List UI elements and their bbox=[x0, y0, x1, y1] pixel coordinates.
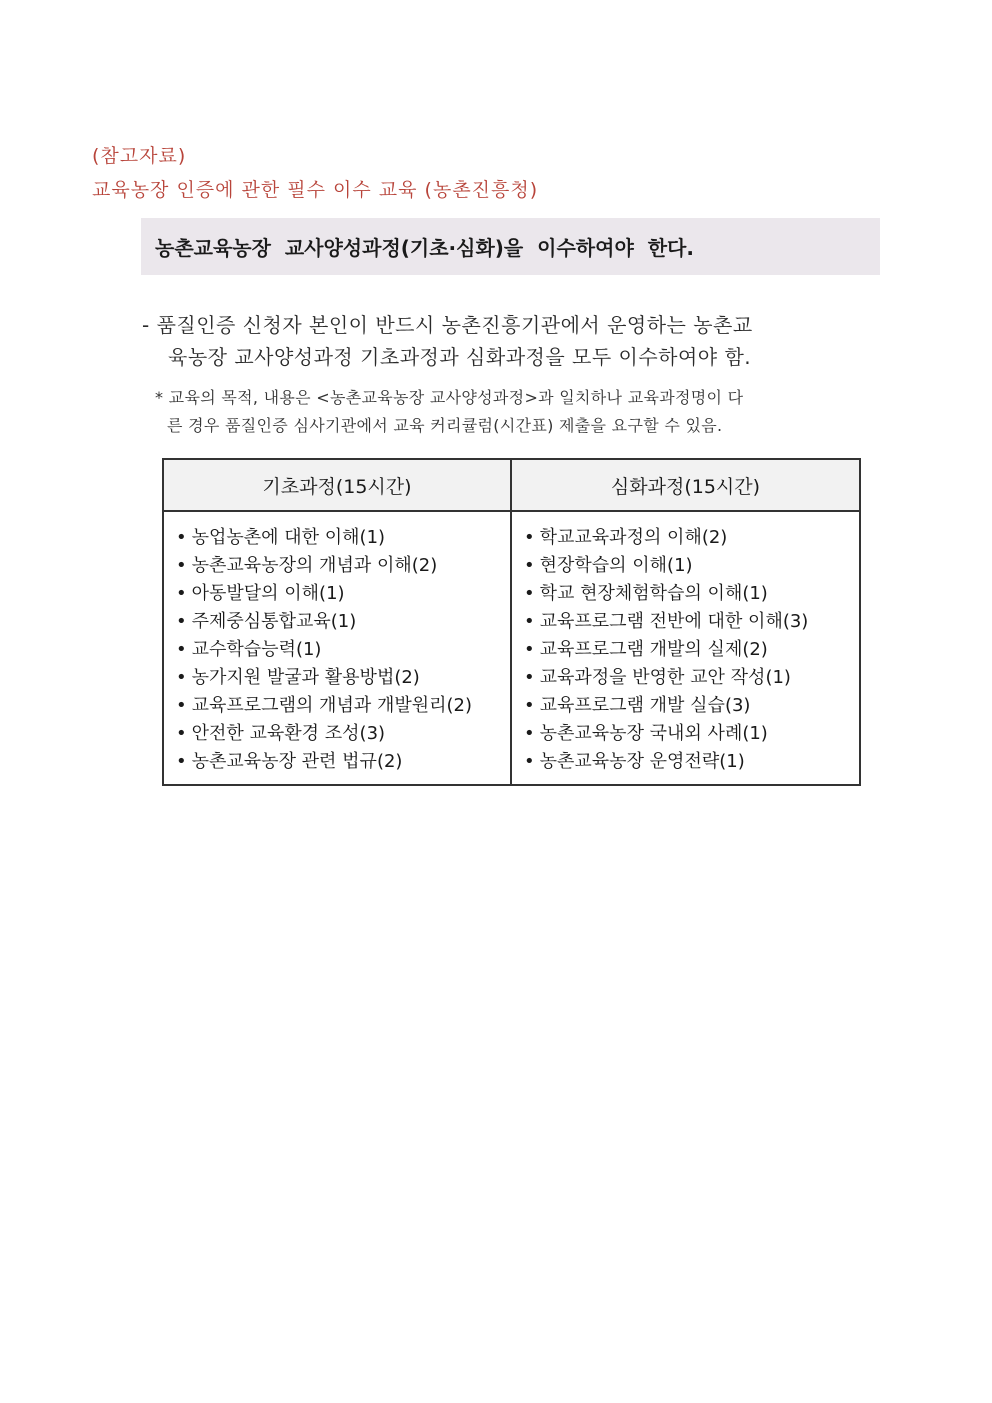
advanced-course-list bbox=[524, 524, 859, 776]
course-table bbox=[162, 458, 861, 786]
list-item: • 교육프로그램 전반에 대한 이해(3) bbox=[524, 608, 859, 636]
requirement-banner bbox=[141, 218, 880, 275]
list-item: • 교육프로그램 개발 실습(3) bbox=[524, 692, 859, 720]
reference-label: (참고자료) bbox=[92, 145, 187, 167]
list-item: • 주제중심통합교육(1) bbox=[176, 608, 510, 636]
requirement-paragraph bbox=[142, 309, 877, 373]
list-item: • 농촌교육농장 국내외 사례(1) bbox=[524, 720, 859, 748]
requirement-line-1: - 품질인증 신청자 본인이 반드시 농촌진흥기관에서 운영하는 농촌교 bbox=[142, 313, 753, 337]
list-item: • 농촌교육농장의 개념과 이해(2) bbox=[176, 552, 510, 580]
list-item: • 교수학습능력(1) bbox=[176, 636, 510, 664]
list-item: • 현장학습의 이해(1) bbox=[524, 552, 859, 580]
list-item: • 교육프로그램의 개념과 개발원리(2) bbox=[176, 692, 510, 720]
list-item: • 아동발달의 이해(1) bbox=[176, 580, 510, 608]
basic-course-cell bbox=[164, 512, 512, 784]
list-item: • 농촌교육농장 운영전략(1) bbox=[524, 748, 859, 776]
list-item: • 안전한 교육환경 조성(3) bbox=[176, 720, 510, 748]
list-item: • 교육프로그램 개발의 실제(2) bbox=[524, 636, 859, 664]
list-item: • 교육과정을 반영한 교안 작성(1) bbox=[524, 664, 859, 692]
list-item: • 학교 현장체험학습의 이해(1) bbox=[524, 580, 859, 608]
footnote-line-1: * 교육의 목적, 내용은 <농촌교육농장 교사양성과정>과 일치하나 교육과정명이 다 bbox=[155, 388, 744, 407]
list-item: • 학교교육과정의 이해(2) bbox=[524, 524, 859, 552]
basic-course-list bbox=[176, 524, 510, 776]
footnote bbox=[155, 384, 877, 440]
basic-course-header: 기초과정(15시간) bbox=[164, 460, 512, 512]
list-item: • 농촌교육농장 관련 법규(2) bbox=[176, 748, 510, 776]
requirement-line-2: 육농장 교사양성과정 기초과정과 심화과정을 모두 이수하여야 함. bbox=[168, 345, 752, 369]
list-item: • 농가지원 발굴과 활용방법(2) bbox=[176, 664, 510, 692]
advanced-course-cell bbox=[512, 512, 859, 784]
list-item: • 농업농촌에 대한 이해(1) bbox=[176, 524, 510, 552]
reference-subtitle: 교육농장 인증에 관한 필수 이수 교육 (농촌진흥청) bbox=[92, 179, 539, 201]
banner-text: 농촌교육농장 교사양성과정(기초·심화)을 이수하여야 한다. bbox=[155, 236, 694, 260]
advanced-course-header: 심화과정(15시간) bbox=[512, 460, 859, 512]
footnote-line-2: 른 경우 품질인증 심사기관에서 교육 커리큘럼(시간표) 제출을 요구할 수 있음. bbox=[167, 416, 723, 435]
